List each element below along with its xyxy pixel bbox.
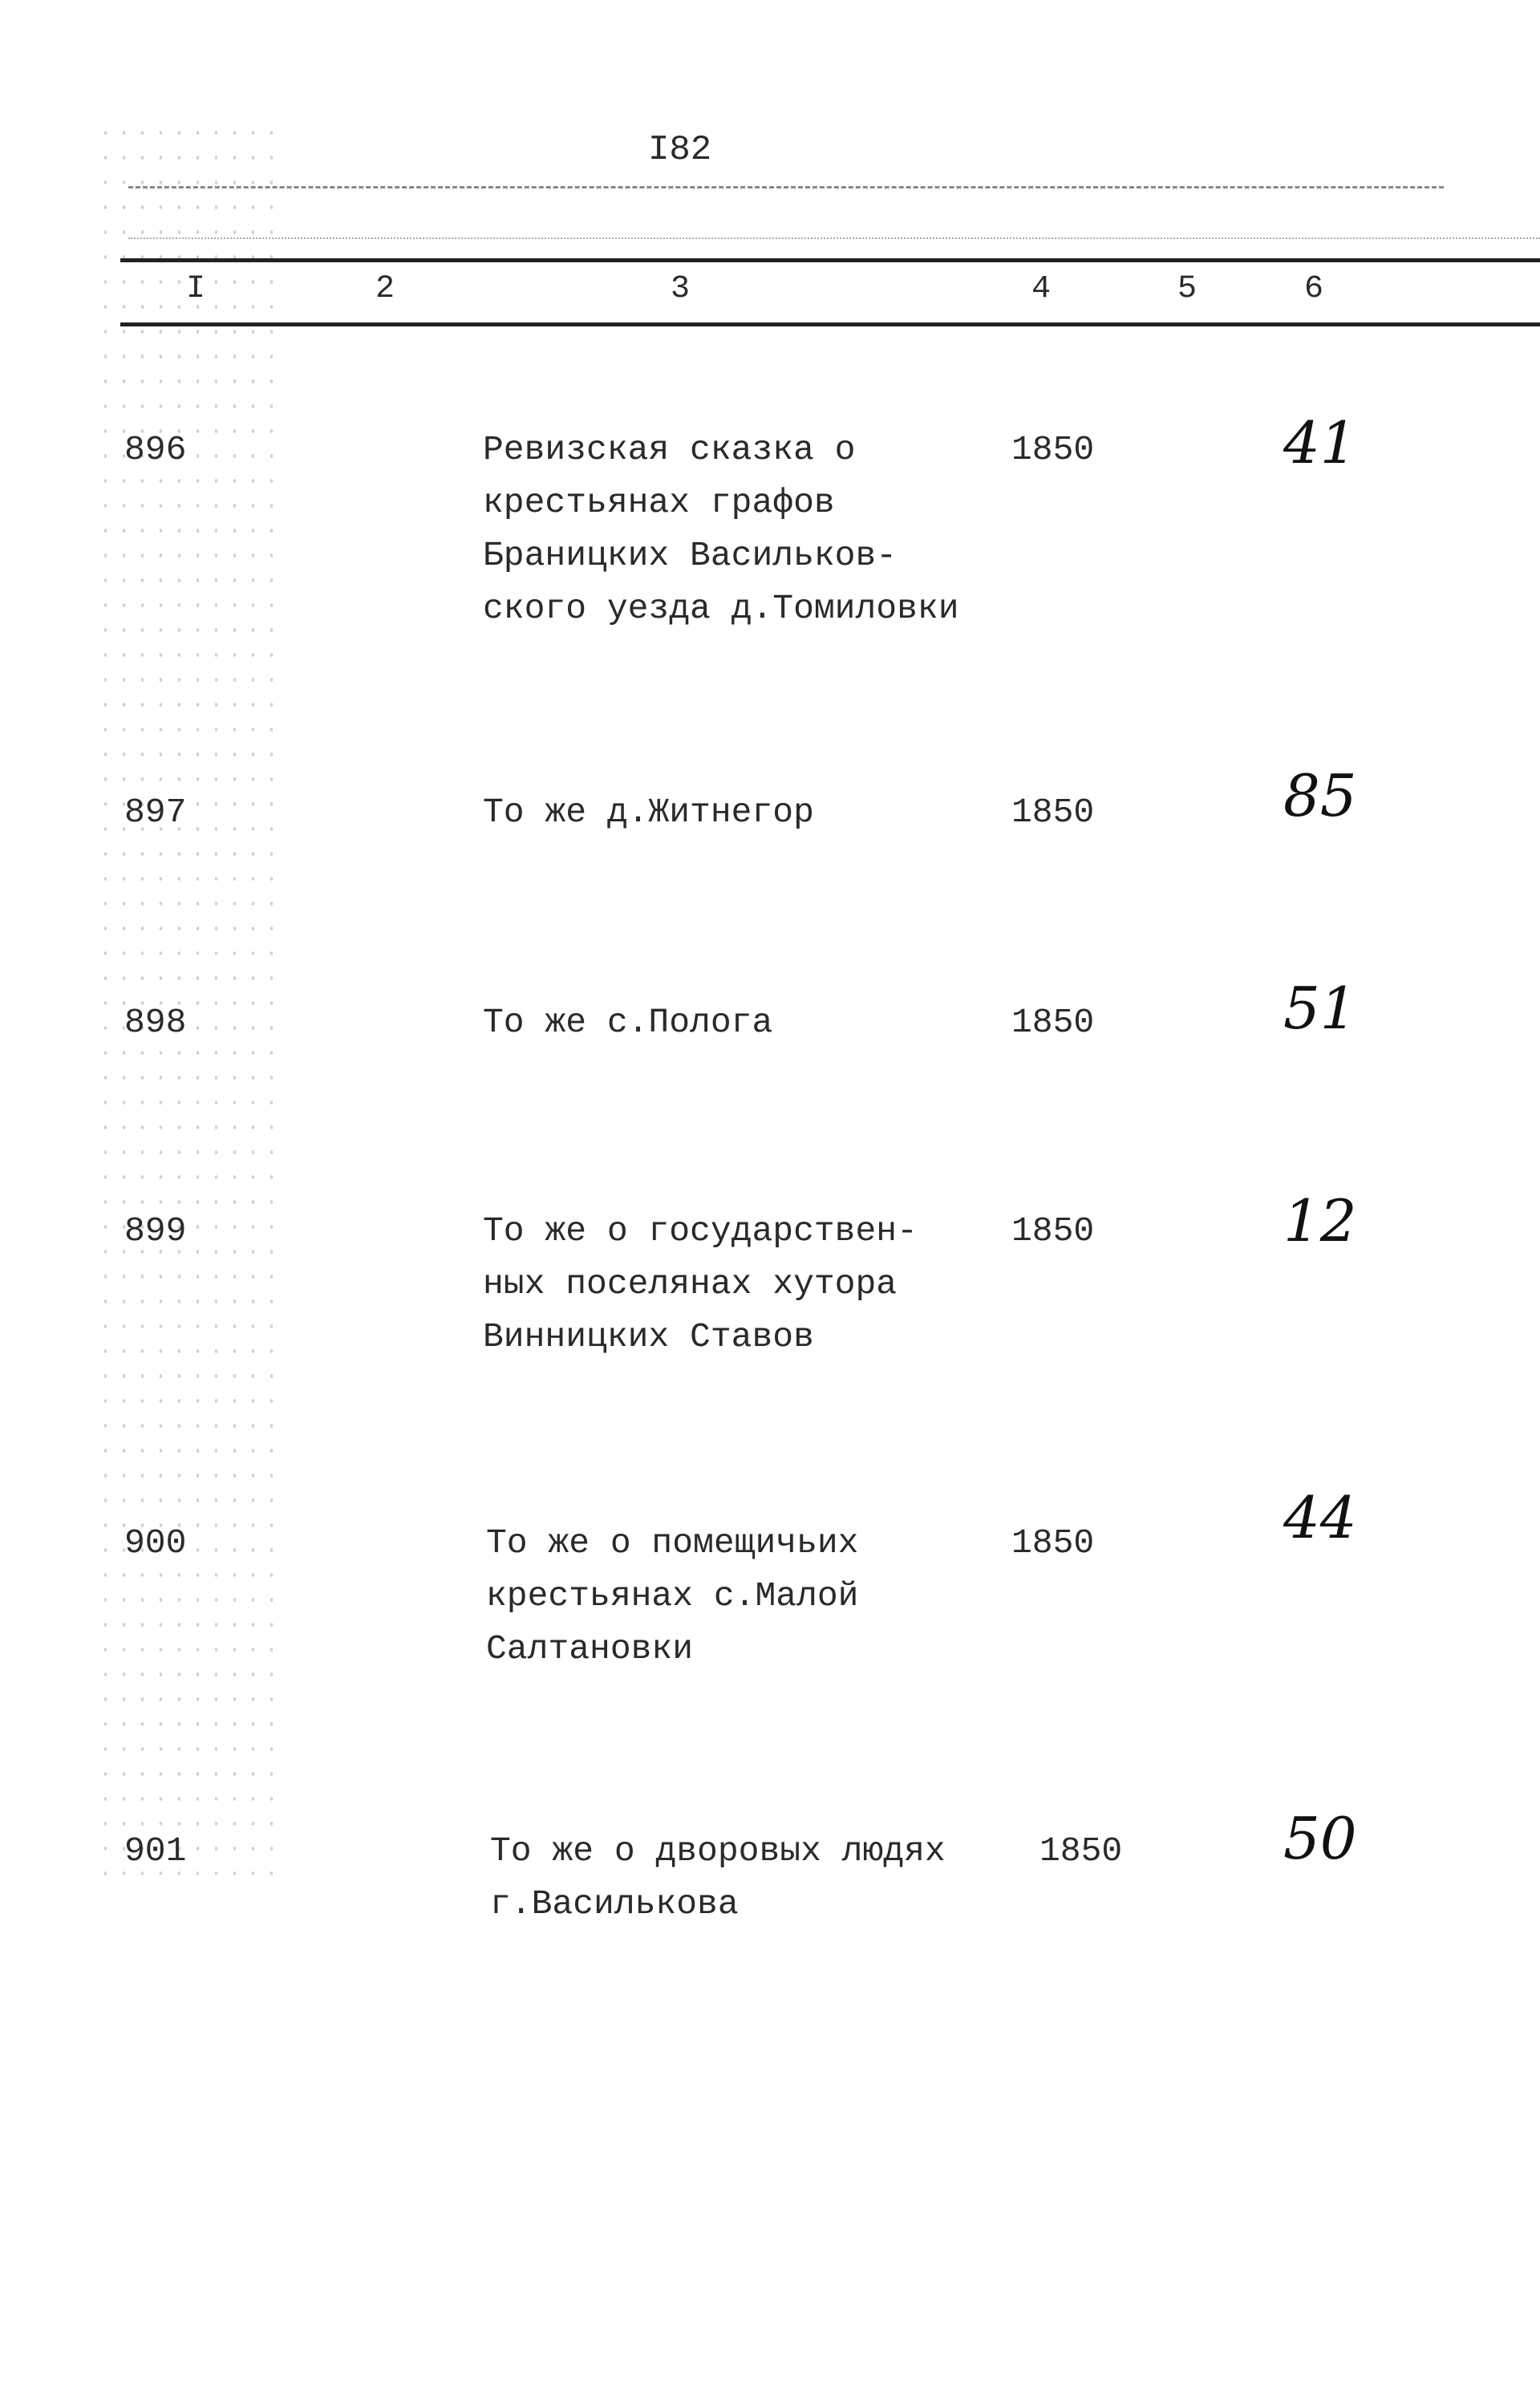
- handwritten-sheet-count: 12: [1283, 1187, 1357, 1255]
- column-header-4: 4: [1031, 271, 1052, 307]
- item-title-line: крестьянах с.Малой: [486, 1576, 859, 1616]
- table-header-top-rule: [120, 258, 1540, 262]
- column-header-2: 2: [375, 271, 395, 307]
- item-year: 1850: [1011, 1211, 1095, 1251]
- item-title-line: Салтановки: [486, 1629, 694, 1668]
- dashed-divider: [128, 186, 1444, 189]
- handwritten-sheet-count: 85: [1283, 762, 1357, 829]
- item-number: 899: [124, 1211, 187, 1251]
- item-year: 1850: [1011, 430, 1095, 469]
- item-title-line: То же о помещичьих: [486, 1523, 859, 1563]
- item-title-line: То же о дворовых людях: [490, 1831, 946, 1871]
- item-title-line: крестьянах графов: [483, 483, 835, 522]
- column-header-5: 5: [1177, 271, 1198, 307]
- item-number: 898: [124, 1003, 187, 1042]
- item-year: 1850: [1011, 793, 1095, 832]
- table-header-bottom-rule: [120, 322, 1540, 326]
- item-title-line: Браницких Васильков-: [483, 536, 898, 575]
- item-title-line: То же с.Полога: [483, 1003, 773, 1042]
- handwritten-sheet-count: 44: [1283, 1484, 1357, 1551]
- handwritten-sheet-count: 50: [1283, 1805, 1357, 1872]
- item-number: 896: [124, 430, 187, 469]
- handwritten-sheet-count: 51: [1283, 975, 1357, 1042]
- item-title-line: То же д.Житнегор: [483, 793, 814, 832]
- column-header-1: I: [186, 271, 206, 307]
- item-title-line: То же о государствен-: [483, 1211, 918, 1251]
- item-title-line: г.Василькова: [490, 1884, 739, 1924]
- item-title-line: ных поселянах хутора: [483, 1264, 898, 1303]
- item-title-line: Винницких Ставов: [483, 1317, 814, 1356]
- column-header-3: 3: [671, 271, 691, 307]
- item-year: 1850: [1011, 1003, 1095, 1042]
- page-number: I82: [648, 130, 712, 170]
- item-title-line: ского уезда д.Томиловки: [483, 589, 959, 628]
- item-title-line: Ревизская сказка о: [483, 430, 856, 469]
- item-number: 900: [124, 1523, 187, 1563]
- handwritten-sheet-count: 41: [1283, 409, 1357, 476]
- item-number: 897: [124, 793, 187, 832]
- item-year: 1850: [1011, 1523, 1095, 1563]
- item-number: 901: [124, 1831, 187, 1871]
- item-year: 1850: [1040, 1831, 1123, 1871]
- dotted-divider: [128, 237, 1540, 239]
- column-header-6: 6: [1304, 271, 1324, 307]
